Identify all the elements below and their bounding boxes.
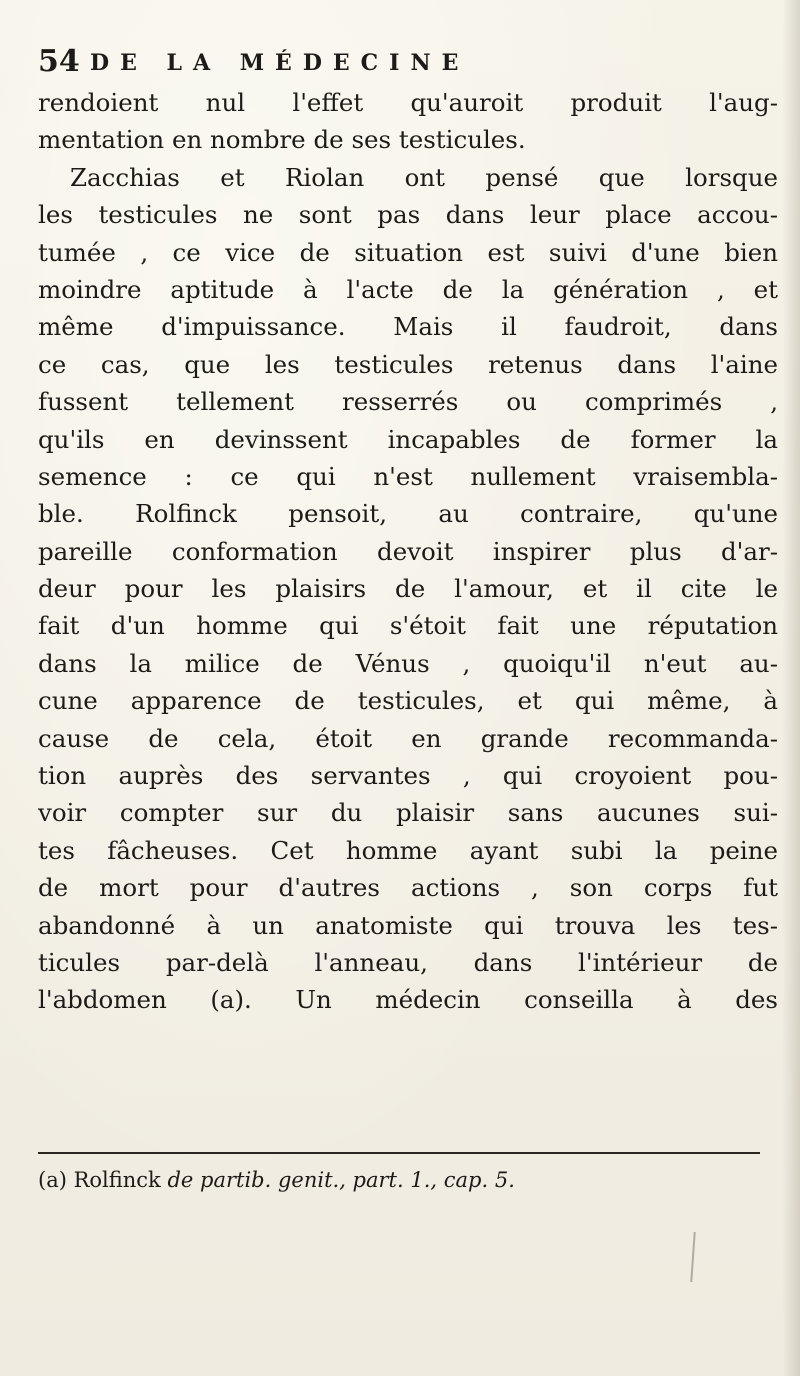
text-line: cause de cela, étoit en grande recommanda- bbox=[38, 723, 778, 753]
text-line: semence : ce qui n'est nullement vraisembla- bbox=[38, 461, 778, 491]
footnote-author: Rolfinck bbox=[73, 1168, 161, 1192]
text-line: tion auprès des servantes , qui croyoient pou- bbox=[38, 761, 778, 791]
text-line: moindre aptitude à l'acte de la génération , et bbox=[38, 274, 778, 304]
text-line: dans la milice de Vénus , quoiqu'il n'eut au- bbox=[38, 648, 778, 678]
text-line: ble. Rolfinck pensoit, au contraire, qu'une bbox=[38, 499, 778, 529]
main-text bbox=[38, 84, 778, 1019]
text-line: les testicules ne sont pas dans leur place accou- bbox=[38, 200, 778, 230]
text-line: voir compter sur du plaisir sans aucunes sui- bbox=[38, 798, 778, 828]
text-line: ce cas, que les testicules retenus dans l'aine bbox=[38, 349, 778, 379]
footnote-rule bbox=[38, 1152, 760, 1154]
text-line: pareille conformation devoit inspirer plus d'ar- bbox=[38, 536, 778, 566]
text-line: qu'ils en devinssent incapables de former la bbox=[38, 424, 778, 454]
page-number: 54 bbox=[38, 44, 80, 79]
text-line: tes fâcheuses. Cet homme ayant subi la peine bbox=[38, 835, 778, 865]
text-line: Zacchias et Riolan ont pensé que lorsque bbox=[70, 162, 778, 192]
text-line: même d'impuissance. Mais il faudroit, dans bbox=[38, 312, 778, 342]
text-line: deur pour les plaisirs de l'amour, et il cite le bbox=[38, 574, 778, 604]
text-line: fussent tellement resserrés ou comprimés , bbox=[38, 387, 778, 417]
text-line: fait d'un homme qui s'étoit fait une réputation bbox=[38, 611, 778, 641]
text-line: abandonné à un anatomiste qui trouva les tes- bbox=[38, 910, 778, 940]
text-line: de mort pour d'autres actions , son corps fut bbox=[38, 873, 778, 903]
text-line: rendoient nul l'effet qu'auroit produit l'aug- bbox=[38, 88, 778, 117]
footnote bbox=[38, 1165, 758, 1195]
footnote-reference: 1., cap. 5. bbox=[410, 1168, 515, 1192]
text-line: tumée , ce vice de situation est suivi d'une bien bbox=[38, 237, 778, 267]
running-head bbox=[38, 44, 768, 84]
page-edge-shadow bbox=[782, 0, 800, 1376]
footnote-marker: (a) bbox=[38, 1168, 67, 1192]
footnote-citation: de partib. genit., part. bbox=[167, 1168, 404, 1192]
ink-stroke bbox=[690, 1232, 695, 1282]
text-line: ticules par-delà l'anneau, dans l'intérieur de bbox=[38, 947, 778, 977]
running-title: DE LA MÉDECINE bbox=[90, 50, 470, 76]
text-line: mentation en nombre de ses testicules. bbox=[38, 125, 526, 155]
text-line: cune apparence de testicules, et qui même, à bbox=[38, 686, 778, 716]
text-line: l'abdomen (a). Un médecin conseilla à des bbox=[38, 985, 778, 1015]
